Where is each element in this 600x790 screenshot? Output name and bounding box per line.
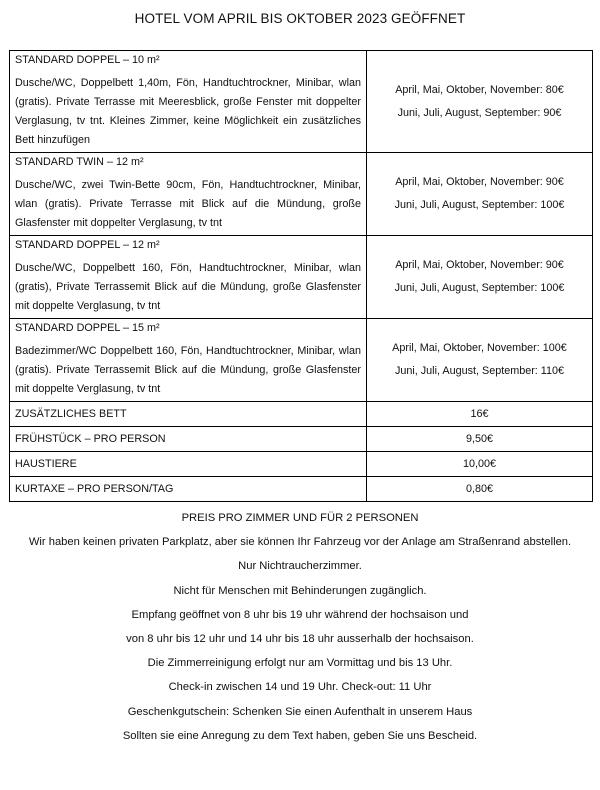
note-feedback: Sollten sie eine Anregung zu dem Text haben, geben Sie uns Bescheid. <box>122 729 478 742</box>
extra-value: 9,50€ <box>367 427 593 452</box>
note-check-in: Check-in zwischen 14 und 19 Uhr. Check-out: 11 Uhr <box>168 681 432 694</box>
note-cleaning: Die Zimmerreinigung erfolgt nur am Vormittag und bis 13 Uhr. <box>147 657 453 670</box>
table-row <box>10 153 593 236</box>
price-high-season: Juni, Juli, August, September: 100€ <box>394 199 565 211</box>
room-name: STANDARD DOPPEL – 12 m² <box>15 239 160 251</box>
note-reception-high: Empfang geöffnet von 8 uhr bis 19 uhr während der hochsaison und <box>131 608 469 621</box>
note-accessibility: Nicht für Menschen mit Behinderungen zugänglich. <box>173 584 427 597</box>
note-parking: Wir haben keinen privaten Parkplatz, aber sie können Ihr Fahrzeug vor der Anlage am Straßenrand abstellen. <box>28 536 572 549</box>
room-name: STANDARD DOPPEL – 10 m² <box>15 54 160 66</box>
extra-label: FRÜHSTÜCK – PRO PERSON <box>10 427 367 452</box>
note-non-smoking: Nur Nichtraucherzimmer. <box>238 560 362 573</box>
extra-value: 16€ <box>367 402 593 427</box>
table-row <box>10 427 593 452</box>
table-row <box>10 402 593 427</box>
price-cell <box>367 319 593 402</box>
price-high-season: Juni, Juli, August, September: 90€ <box>397 106 562 119</box>
extra-value: 0,80€ <box>367 477 593 502</box>
price-cell <box>367 236 593 319</box>
extra-label: ZUSÄTZLICHES BETT <box>10 402 367 427</box>
note-voucher: Geschenkgutschein: Schenken Sie einen Aufenthalt in unserem Haus <box>127 705 473 718</box>
note-reception-low: von 8 uhr bis 12 uhr und 14 uhr bis 18 uhr ausserhalb der hochsaison. <box>126 633 474 646</box>
extra-value: 10,00€ <box>367 452 593 477</box>
room-description: Badezimmer/WC Doppelbett 160, Fön, Handtuchtrockner, Minibar, wlan (gratis). Private Terrassemit Blick auf die Mündung, große Glasfenster mit doppelte Verglasung, tv tnt <box>15 345 361 395</box>
price-cell <box>367 153 593 236</box>
room-cell <box>10 51 367 153</box>
table-row <box>10 51 593 153</box>
room-cell <box>10 153 367 236</box>
room-description: Dusche/WC, Doppelbett 160, Fön, Handtuchtrockner, Minibar, wlan (gratis), Private Terrassemit Blick auf die Mündung, große Glasfenster mit doppelte Verglasung, tv tnt <box>15 262 361 312</box>
price-cell <box>367 51 593 153</box>
extra-label: HAUSTIERE <box>10 452 367 477</box>
page-title: HOTEL VOM APRIL BIS OKTOBER 2023 GEÖFFNET <box>134 11 466 26</box>
room-cell <box>10 236 367 319</box>
price-low-season: April, Mai, Oktober, November: 90€ <box>395 259 564 271</box>
price-table <box>9 50 593 502</box>
note-pricing: PREIS PRO ZIMMER UND FÜR 2 PERSONEN <box>181 512 419 524</box>
table-row <box>10 477 593 502</box>
extra-label: KURTAXE – PRO PERSON/TAG <box>10 477 367 502</box>
room-name: STANDARD DOPPEL – 15 m² <box>15 322 160 334</box>
table-row <box>10 236 593 319</box>
table-row <box>10 452 593 477</box>
room-cell <box>10 319 367 402</box>
price-high-season: Juni, Juli, August, September: 110€ <box>394 365 565 377</box>
price-low-season: April, Mai, Oktober, November: 100€ <box>392 342 567 354</box>
room-name: STANDARD TWIN – 12 m² <box>15 156 144 168</box>
notes-section <box>0 506 600 748</box>
room-description: Dusche/WC, zwei Twin-Bette 90cm, Fön, Handtuchtrockner, Minibar, wlan (gratis). Private Terrasse mit Blick auf die Mündung, große Glasfenster mit doppelter Verglasung, tv tnt <box>15 179 361 229</box>
room-description: Dusche/WC, Doppelbett 1,40m, Fön, Handtuchtrockner, Minibar, wlan (gratis). Private Terrasse mit Meeresblick, große Fenster mit doppelter Verglasung, tv tnt. Kleines Zimmer, keine Möglichkeit ein zusätzliches Bett hinzufügen <box>15 77 361 146</box>
price-low-season: April, Mai, Oktober, November: 80€ <box>395 83 564 96</box>
price-low-season: April, Mai, Oktober, November: 90€ <box>395 176 564 188</box>
table-row <box>10 319 593 402</box>
price-high-season: Juni, Juli, August, September: 100€ <box>394 282 565 294</box>
